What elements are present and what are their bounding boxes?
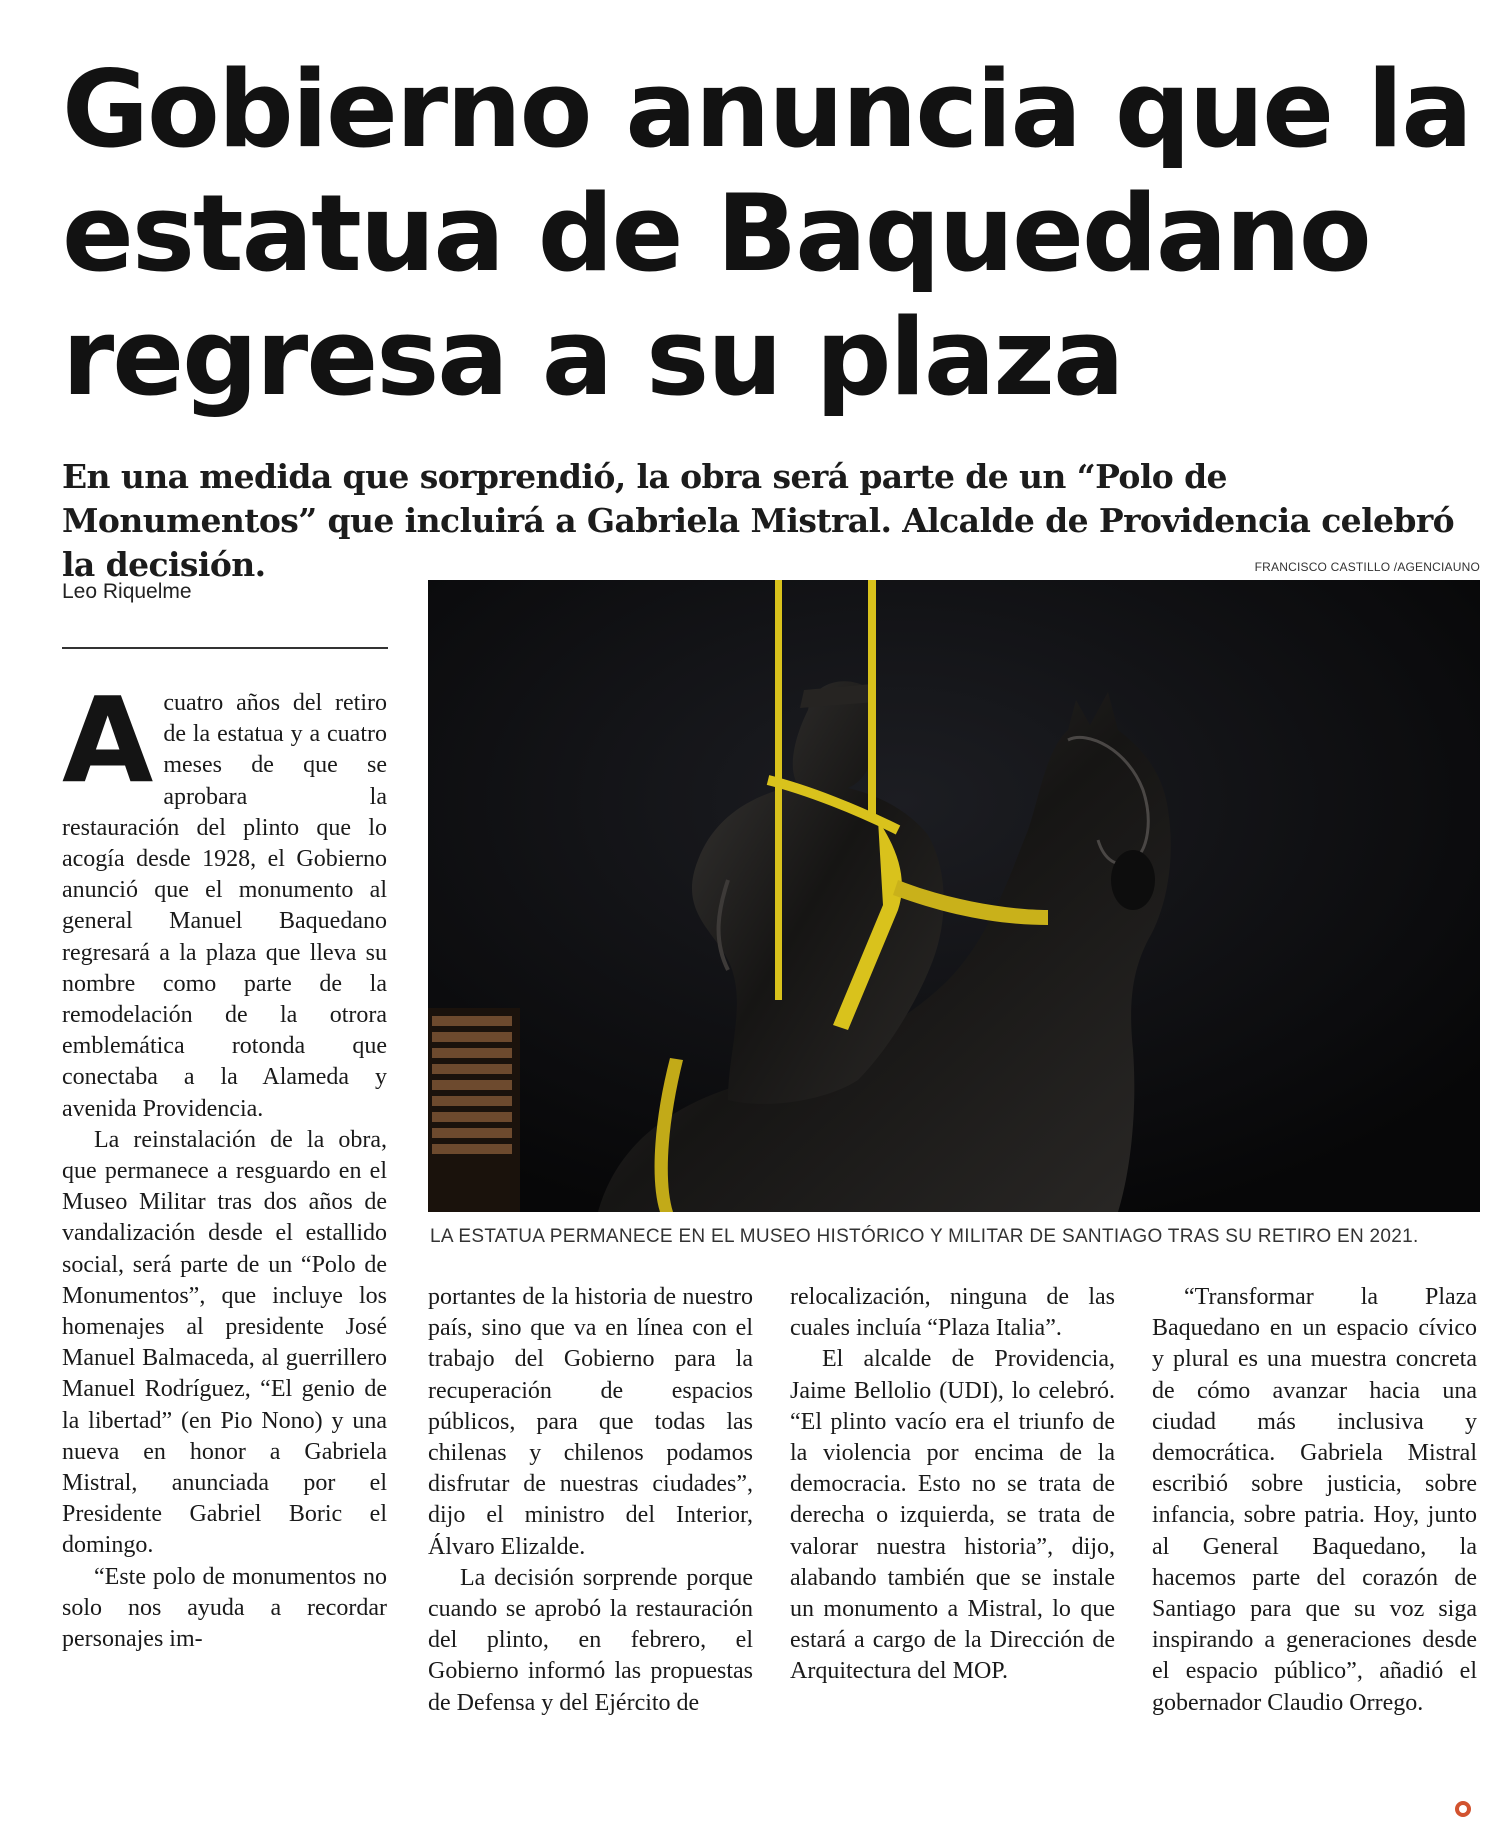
lit-building <box>428 1008 520 1212</box>
article-column-3 <box>790 1282 1115 1688</box>
subheadline: En una medida que sorprendió, la obra será parte de un “Polo de Monumentos” que incluirá a Gabriela Mistral. Alcalde de Providencia celebró la decisión. <box>62 457 1455 584</box>
photo-caption: LA ESTATUA PERMANECE EN EL MUSEO HISTÓRICO Y MILITAR DE SANTIAGO TRAS SU RETIRO EN 2021. <box>430 1226 1419 1247</box>
paragraph: La decisión sorprende porque cuando se aprobó la restauración del plinto, en febrero, el Gobierno informó las propuestas de Defensa y del Ejército de <box>428 1564 753 1716</box>
article-column-1 <box>62 671 387 1655</box>
headline: Gobierno anuncia que la estatua de Baquedano regresa a su plaza <box>62 48 1471 419</box>
paragraph-text: cuatro años del retiro de la estatua y a cuatro meses de que se aprobara la restauración del plinto que lo acogía desde 1928, el Gobierno anunció que el monumento al general Manuel Baquedano regresará a la plaza que lleva su nombre como parte de la remodelación de la otrora emblemática rotonda que conectaba a la Alameda y avenida Providencia. <box>62 690 387 1122</box>
paragraph <box>62 671 387 1125</box>
end-of-article-icon <box>1454 1800 1472 1818</box>
paragraph: “Transformar la Plaza Baquedano en un espacio cívico y plural es una muestra concreta de cómo avanzar hacia una ciudad más inclusiva y democrática. Gabriela Mistral escribió sobre justicia, sobre infancia, sobre patria. Hoy, junto al General Baquedano, la hacemos parte del corazón de Santiago para que su voz siga inspirando a generaciones desde el espacio público”, añadió el gobernador Claudio Orrego. <box>1152 1284 1477 1716</box>
equestrian-statue-illustration <box>428 580 1480 1212</box>
article-column-2 <box>428 1282 753 1719</box>
paragraph: “Este polo de monumentos no solo nos ayuda a recordar personajes im- <box>62 1563 387 1653</box>
paragraph: portantes de la historia de nuestro país, sino que va en línea con el trabajo del Gobierno para la recuperación de espacios públicos, para que todas las chilenas y chilenos podamos disfrutar de nuestras ciudades”, dijo el ministro del Interior, Álvaro Elizalde. <box>428 1284 753 1560</box>
drop-cap: A <box>62 671 154 809</box>
statue-photo <box>428 580 1480 1212</box>
paragraph: El alcalde de Providencia, Jaime Bellolio (UDI), lo celebró. “El plinto vacío era el triunfo de la violencia por encima de la democracia. Esto no se trata de derecha o izquierda, se trata de valorar nuestra historia”, dijo, alabando también que se instale un monumento a Mistral, lo que estará a cargo de la Dirección de Arquitectura del MOP. <box>790 1346 1115 1685</box>
byline-rule <box>62 647 388 649</box>
paragraph: relocalización, ninguna de las cuales incluía “Plaza Italia”. <box>790 1284 1115 1342</box>
photo-credit: FRANCISCO CASTILLO /AGENCIAUNO <box>1254 560 1480 574</box>
paragraph: La reinstalación de la obra, que permanece a resguardo en el Museo Militar tras dos años de vandalización desde el estallido social, será parte de un “Polo de Monumentos”, que incluye los homenajes al presidente José Manuel Balmaceda, al guerrillero Manuel Rodríguez, “El genio de la libertad” (en Pio Nono) y una nueva en honor a Gabriela Mistral, anunciada por el Presidente Gabriel Boric el domingo. <box>62 1126 387 1559</box>
article-column-4 <box>1152 1282 1477 1719</box>
byline: Leo Riquelme <box>62 580 192 603</box>
